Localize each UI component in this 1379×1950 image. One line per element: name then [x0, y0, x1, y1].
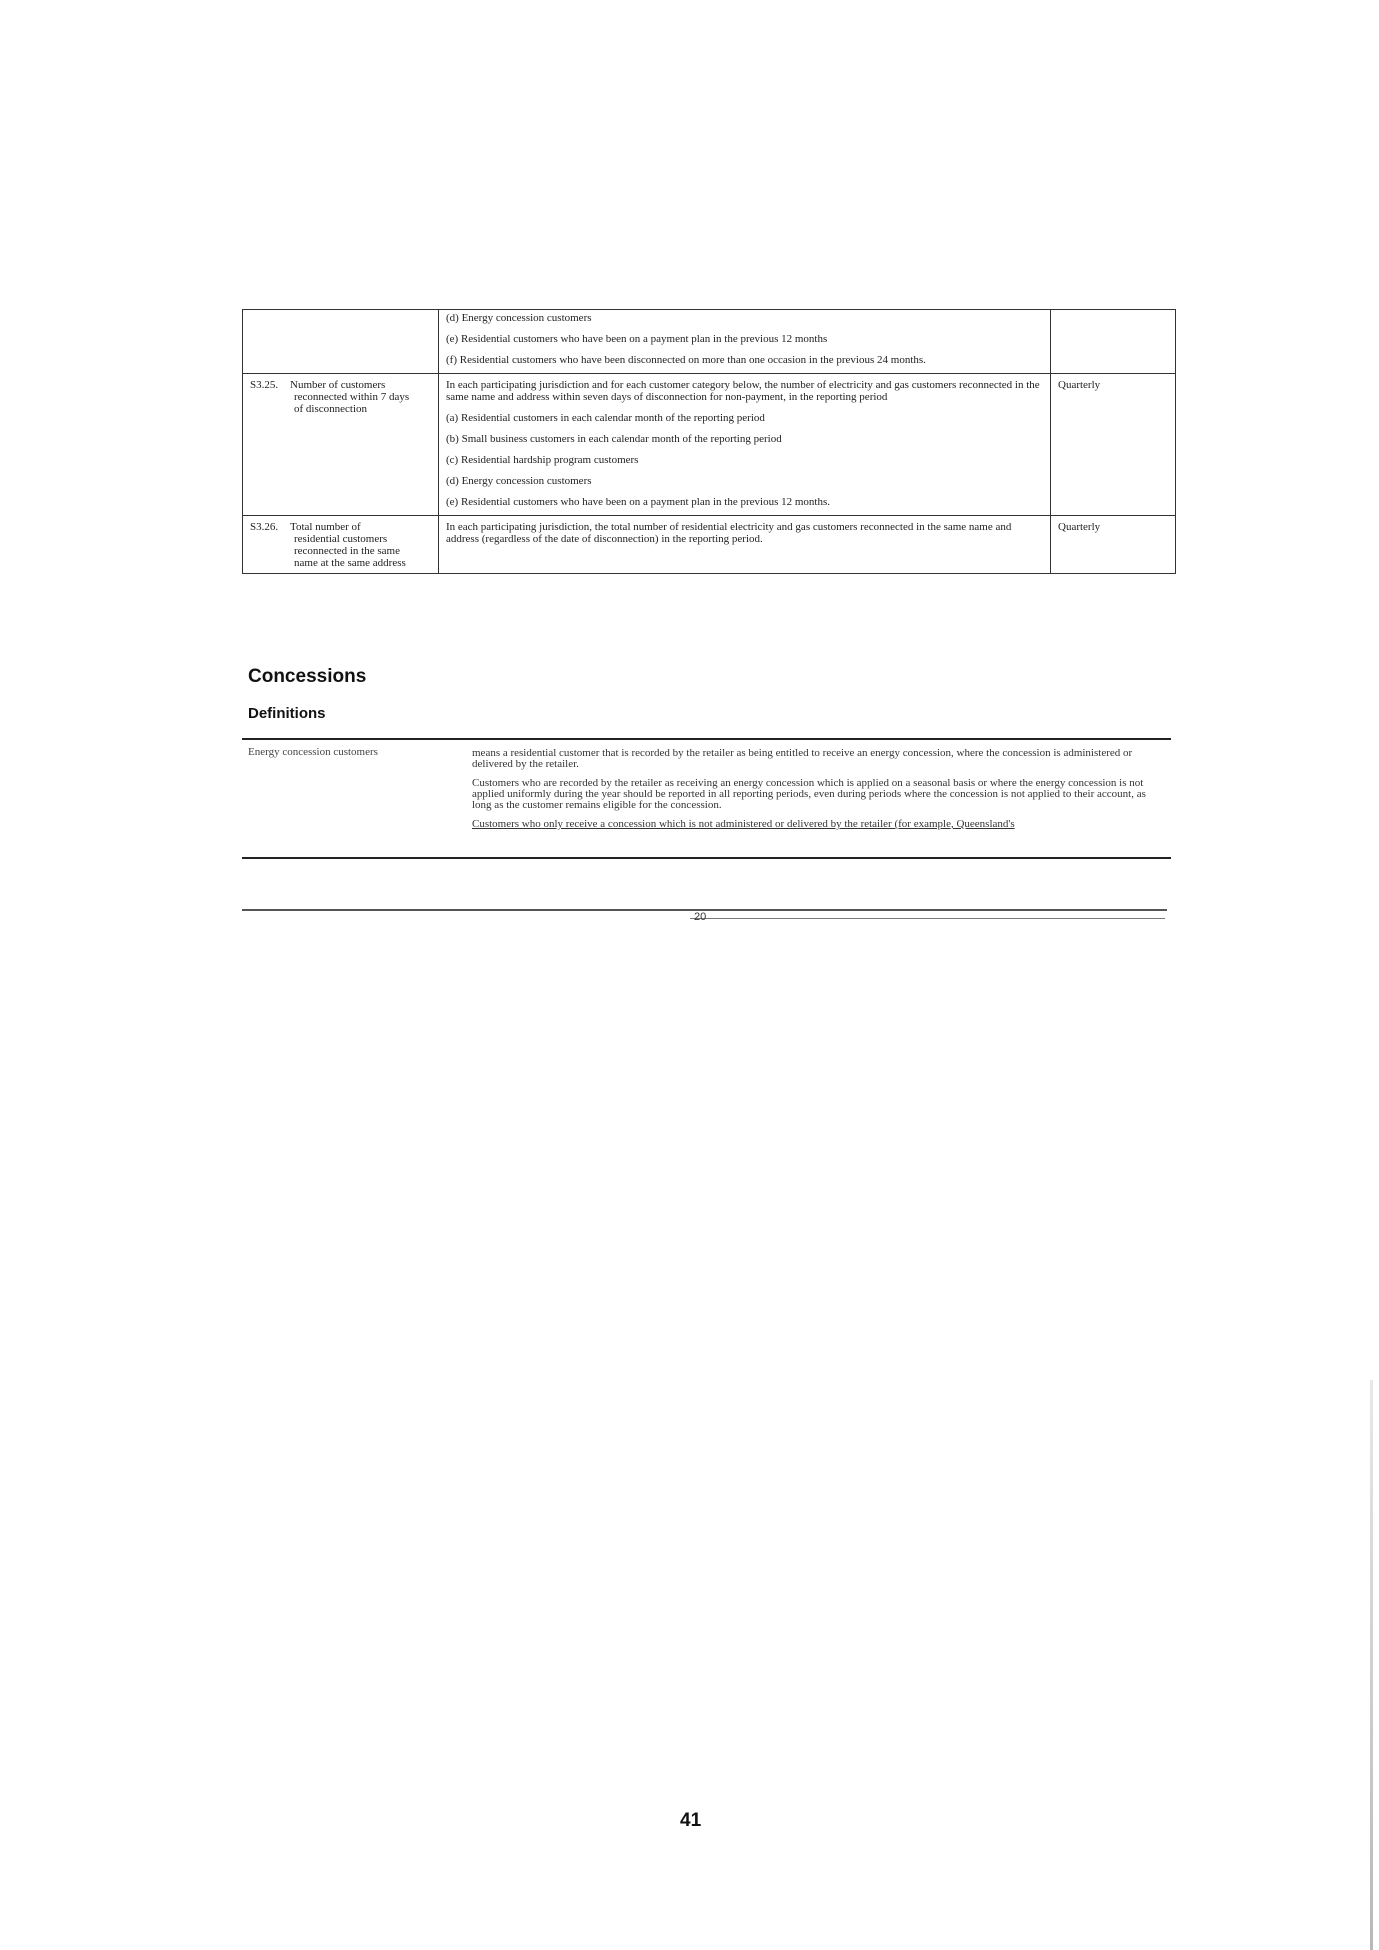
table-row-s3-25 — [243, 374, 1176, 516]
subsection-heading: Definitions — [248, 705, 326, 722]
list-item: (e) Residential customers who have been on a payment plan in the previous 12 months. — [446, 496, 830, 508]
section-heading: Concessions — [248, 666, 367, 687]
description-cell — [439, 516, 1051, 574]
table-row-continuation — [243, 310, 1176, 374]
table-row-s3-26 — [243, 516, 1176, 574]
indicator-name-cell — [243, 374, 439, 516]
indicator-name-line: residential customers — [294, 533, 388, 545]
indicator-description: In each participating jurisdiction and for each customer category below, the number of electricity and gas customers reconnected in the same name and address within seven days of disconnection for non-payment, in the reporting period — [446, 379, 1040, 403]
indicator-name-line: Total number of — [290, 521, 361, 533]
divider — [242, 857, 1171, 859]
indicator-name-line: of disconnection — [294, 403, 368, 415]
list-item: (d) Energy concession customers — [446, 312, 592, 324]
frequency-cell-empty — [1051, 310, 1176, 374]
definition-paragraph: Customers who are recorded by the retailer as receiving an energy concession which is applied on a seasonal basis or where the energy concession is not applied uniformly during the year should be reported in all reporting periods, even during periods where the concession is not applied to their account, as long as the customer remains eligible for the concession. — [472, 777, 1146, 811]
list-item: (e) Residential customers who have been on a payment plan in the previous 12 months — [446, 333, 828, 345]
indicator-description: In each participating jurisdiction, the total number of residential electricity and gas customers reconnected in the same name and address (regardless of the date of disconnection) in the reporting period. — [446, 521, 1012, 545]
footer-divider — [690, 918, 1165, 919]
indicator-name-line: reconnected within 7 days — [294, 391, 410, 403]
code-cell-empty — [243, 310, 439, 374]
description-cell — [439, 310, 1051, 374]
definition-term: Energy concession customers — [248, 746, 378, 758]
list-item: (b) Small business customers in each calendar month of the reporting period — [446, 433, 782, 445]
description-cell — [439, 374, 1051, 516]
list-item: (d) Energy concession customers — [446, 475, 592, 487]
indicator-name-line: name at the same address — [294, 557, 406, 569]
divider — [242, 738, 1171, 740]
indicator-name-line: Number of customers — [290, 379, 386, 391]
page-number: 41 — [680, 1810, 702, 1831]
frequency-cell: Quarterly — [1051, 516, 1176, 574]
scan-edge-shadow — [1370, 1380, 1373, 1950]
indicator-code: S3.25. — [250, 379, 279, 391]
indicator-name-line: reconnected in the same — [294, 545, 400, 557]
indicator-code: S3.26. — [250, 521, 279, 533]
list-item: (c) Residential hardship program customers — [446, 454, 639, 466]
list-item: (a) Residential customers in each calendar month of the reporting period — [446, 412, 765, 424]
indicator-name-cell — [243, 516, 439, 574]
definition-paragraph: means a residential customer that is recorded by the retailer as being entitled to receive an energy concession, where the concession is administered or delivered by the retailer. — [472, 747, 1133, 770]
indicator-table — [242, 309, 1176, 574]
definition-body — [472, 748, 1162, 830]
inner-page-number: 20 — [694, 911, 707, 923]
definition-paragraph: Customers who only receive a concession which is not administered or delivered by the retailer (for example, Queensland's — [472, 818, 1015, 830]
list-item: (f) Residential customers who have been disconnected on more than one occasion in the previous 24 months. — [446, 354, 926, 366]
frequency-cell: Quarterly — [1051, 374, 1176, 516]
